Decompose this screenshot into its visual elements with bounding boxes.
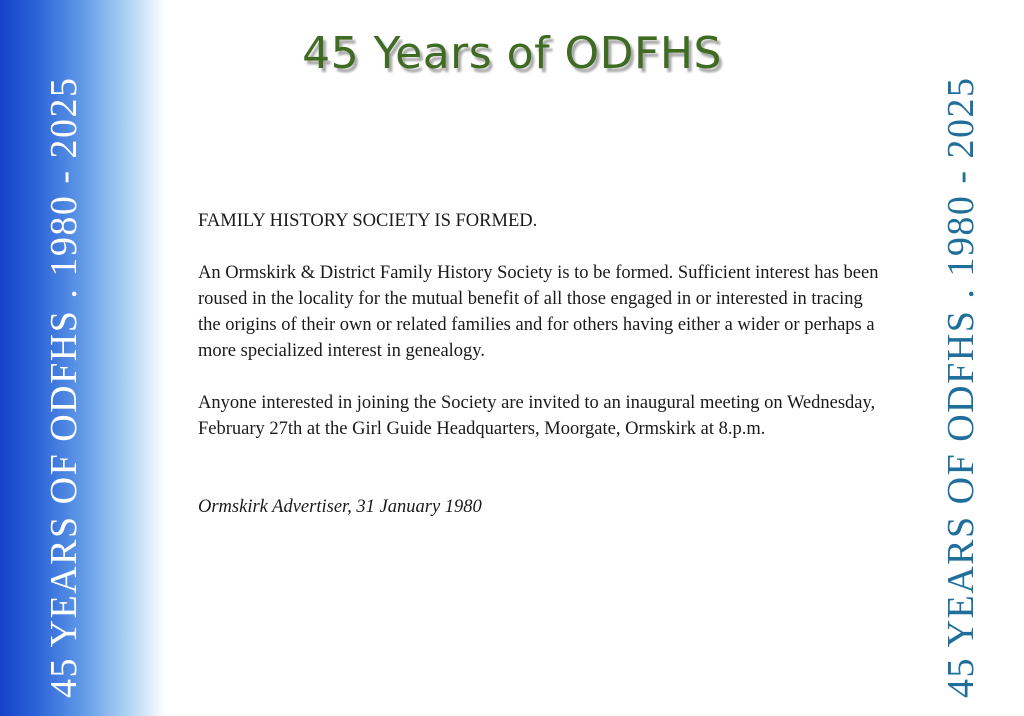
left-anniversary-banner: 45 YEARS OF ODFHS . 1980 - 2025 <box>43 76 85 698</box>
article-paragraph-2: Anyone interested in joining the Society are invited to an inaugural meeting on Wednesday, February 27th at the Girl Guide Headquarters, Moorgate, Ormskirk at 8.p.m. <box>198 393 876 439</box>
article-source: Ormskirk Advertiser, 31 January 1980 <box>198 497 482 517</box>
right-anniversary-banner: 45 YEARS OF ODFHS . 1980 - 2025 <box>940 76 982 698</box>
article-headline: FAMILY HISTORY SOCIETY IS FORMED. <box>198 211 538 231</box>
page-title: 45 Years of ODFHS <box>302 28 722 79</box>
newspaper-article <box>198 208 888 520</box>
article-paragraph-1: An Ormskirk & District Family History Society is to be formed. Sufficient interest has been roused in the locality for the mutual benefit of all those engaged in or interested in tracing the origins of their own or related families and for others having either a wider or perhaps a more specialized interest in genealogy. <box>198 263 879 361</box>
